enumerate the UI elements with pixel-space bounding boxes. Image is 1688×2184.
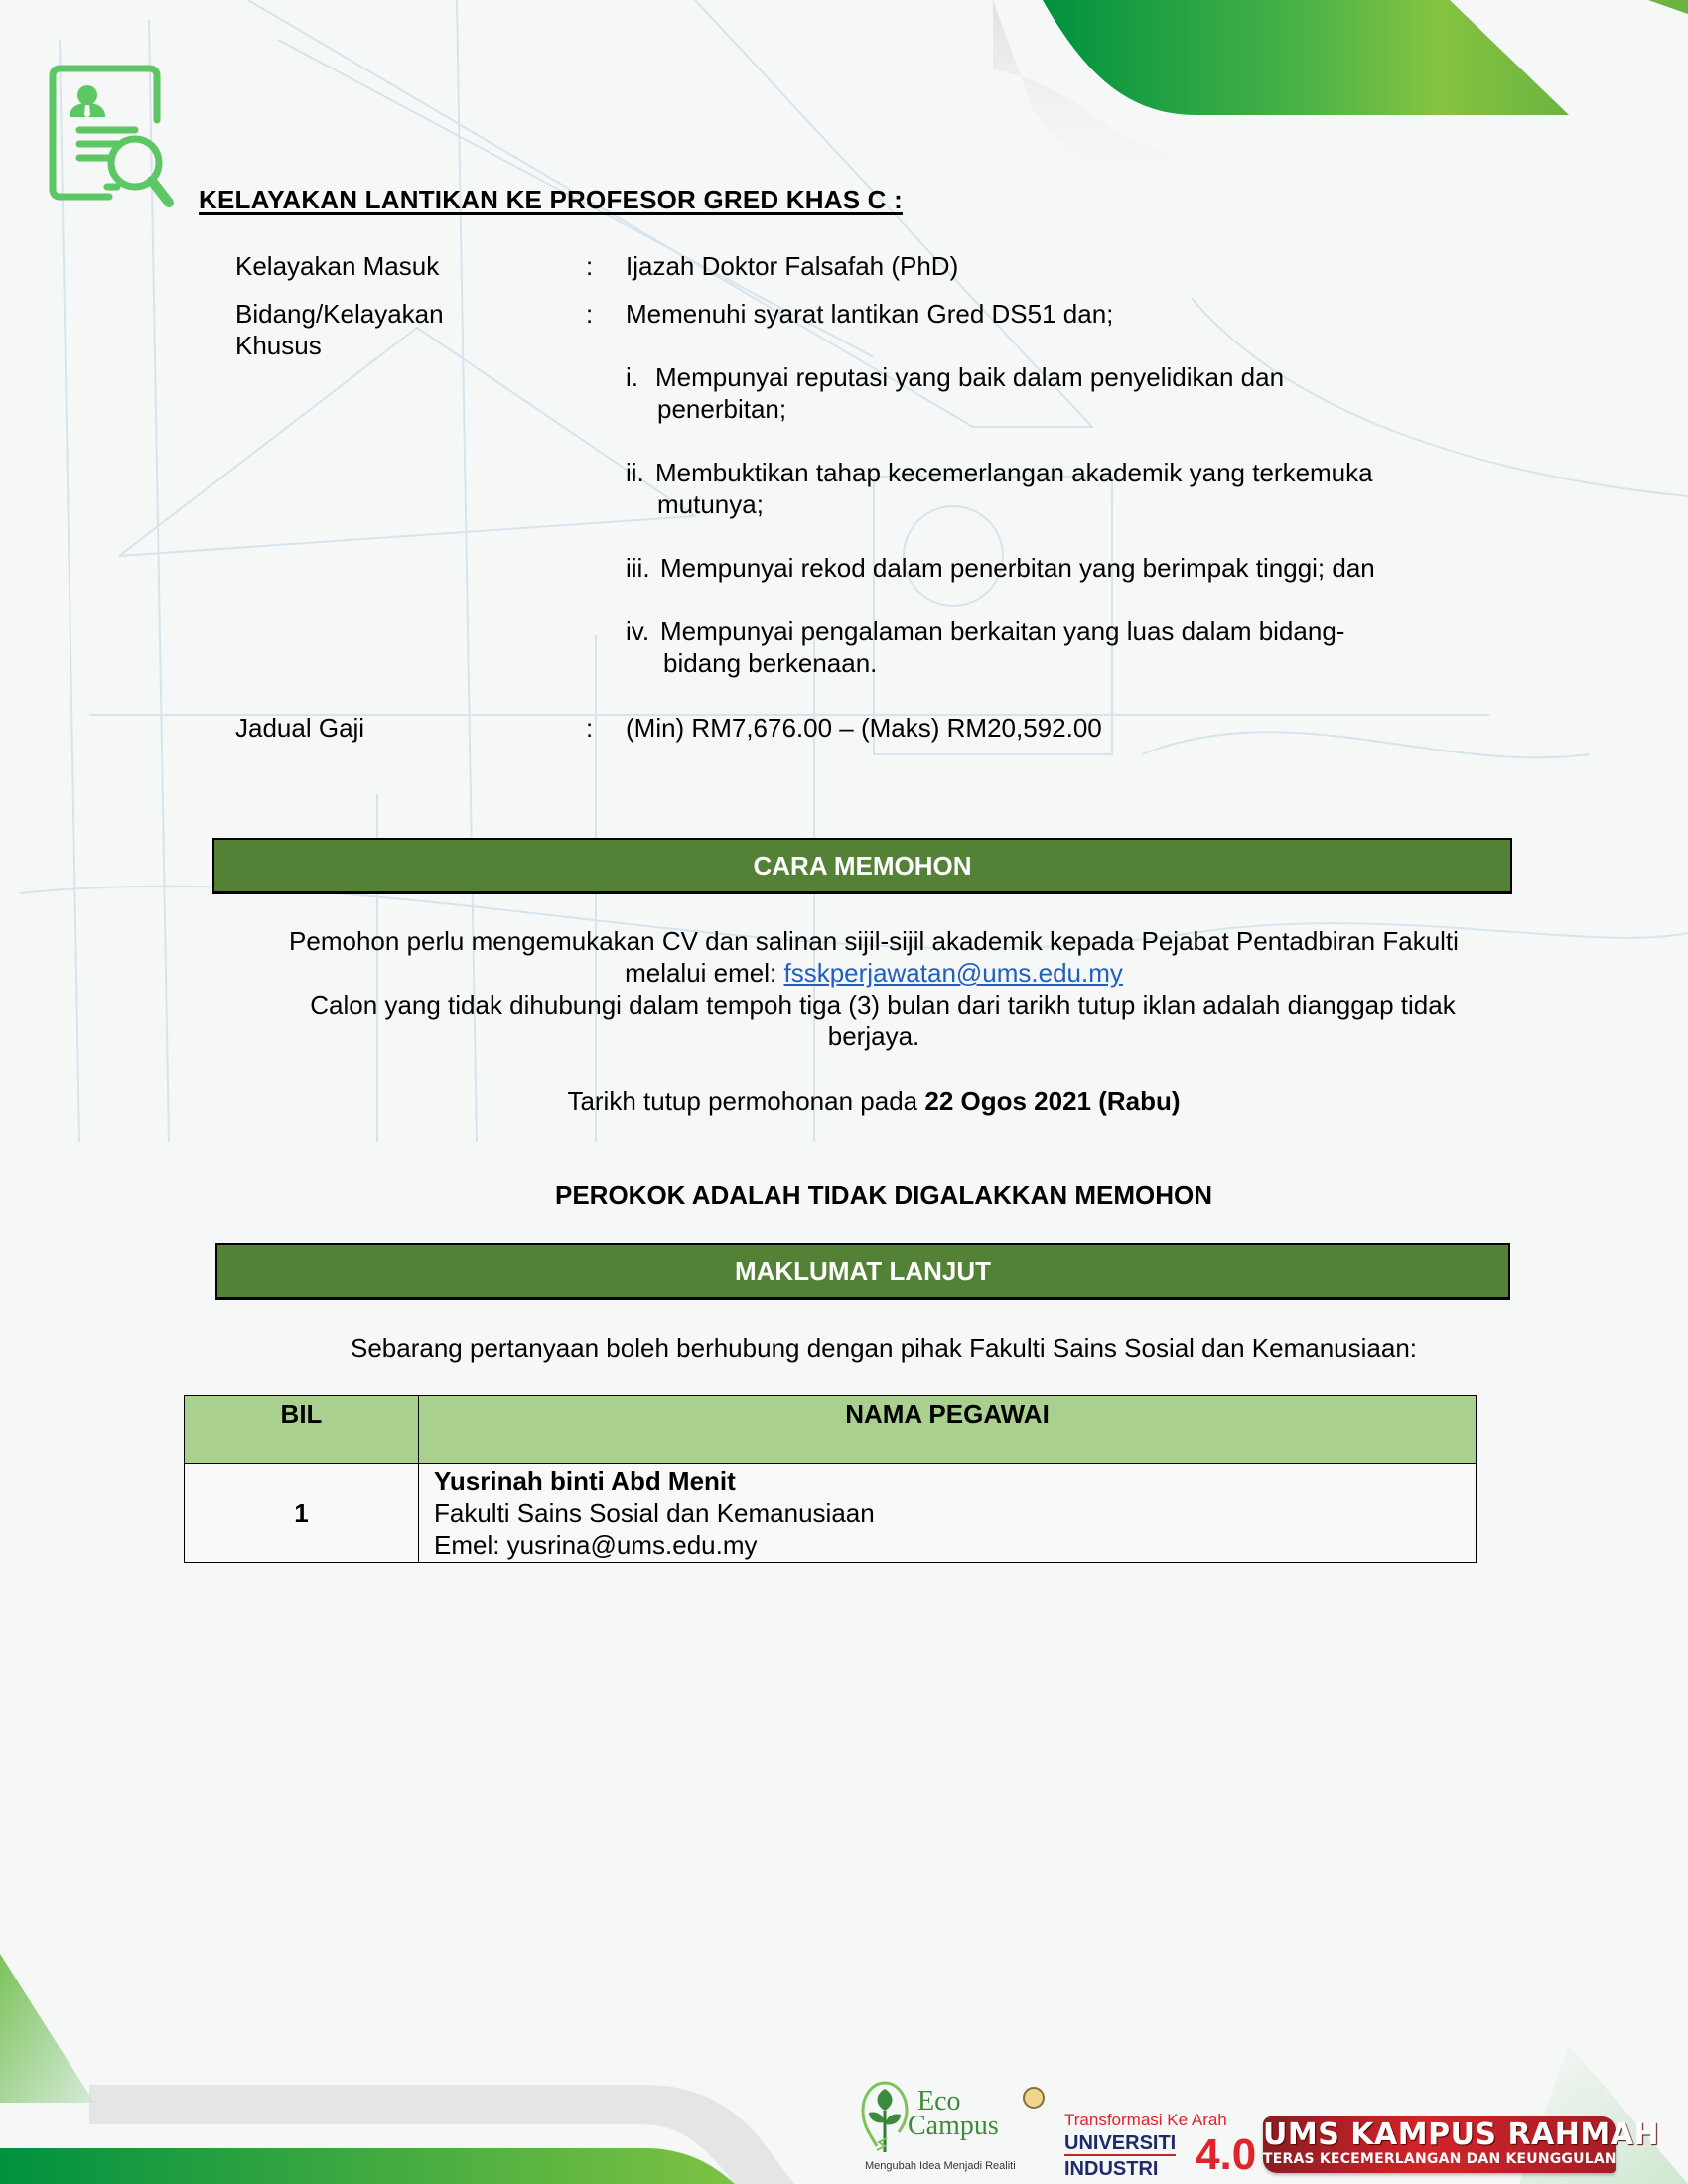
field-label-line2: Khusus <box>235 331 322 360</box>
ui-tagline: Transformasi Ke Arah <box>1064 2111 1227 2129</box>
field-label-line1: Bidang/Kelayakan <box>235 299 444 329</box>
table-row <box>185 1464 1477 1563</box>
rahmah-main-text: UMS KAMPUS RAHMAH <box>1263 2117 1660 2152</box>
criteria-number: ii. <box>626 458 644 487</box>
ui-industri: INDUSTRI <box>1064 2158 1159 2180</box>
more-info-intro: Sebarang pertanyaan boleh berhubung dengan pihak Fakulti Sains Sosial dan Kemanusiaan: <box>351 1333 1417 1363</box>
criteria-text: Mempunyai reputasi yang baik dalam penyelidikan dan <box>655 362 1285 392</box>
criteria-text: Membuktikan tahap kecemerlangan akademik yang terkemuka <box>655 458 1373 487</box>
criteria-number: iii. <box>626 553 650 583</box>
instructions-line-2 <box>149 957 1599 989</box>
campus-text: Campus <box>908 2111 999 2141</box>
table-header-row <box>185 1396 1477 1464</box>
top-right-green-swoosh <box>993 0 1688 248</box>
universiti-industri-logo <box>1064 2111 1257 2182</box>
criteria-text-cont: bidang berkenaan. <box>663 648 878 678</box>
eco-text: Eco <box>917 2086 961 2116</box>
criteria-text: Mempunyai pengalaman berkaitan yang luas dalam bidang- <box>660 616 1345 646</box>
officer-name: Yusrinah binti Abd Menit <box>434 1466 736 1496</box>
criteria-text: Mempunyai rekod dalam penerbitan yang berimpak tinggi; dan <box>660 553 1375 583</box>
eco-campus-wordmark <box>908 2086 999 2141</box>
email-prefix: melalui emel: <box>625 958 784 988</box>
smoker-notice: PEROKOK ADALAH TIDAK DIGALAKKAN MEMOHON <box>554 1180 1212 1210</box>
salary-value: (Min) RM7,676.00 – (Maks) RM20,592.00 <box>626 713 1102 743</box>
bottom-left-green-swoosh <box>0 1946 894 2184</box>
ui-version: 4.0 <box>1196 2130 1257 2179</box>
entry-qualification-label: Kelayakan Masuk <box>235 251 440 281</box>
application-email-link[interactable]: fsskperjawatan@ums.edu.my <box>783 958 1123 988</box>
criteria-row <box>626 457 1519 488</box>
ums-crest-icon <box>1023 2087 1045 2109</box>
criteria-row <box>626 615 1519 647</box>
instructions-line-4: berjaya. <box>827 1022 920 1051</box>
lightbulb-leaf-icon <box>861 2081 909 2156</box>
ui-universiti: UNIVERSITI <box>1064 2132 1177 2154</box>
how-to-apply-heading <box>212 838 1512 894</box>
column-header-bil: BIL <box>185 1396 419 1464</box>
eco-tagline: Mengubah Idea Menjadi Realiti <box>865 2160 1016 2172</box>
criteria-item <box>626 457 1519 520</box>
document-search-icon <box>48 66 177 210</box>
instructions-line-3: Calon yang tidak dihubungi dalam tempoh tiga (3) bulan dari tarikh tutup iklan adalah dianggap tidak <box>310 990 1456 1020</box>
criteria-row <box>626 552 1519 584</box>
criteria-number: i. <box>626 362 638 392</box>
entry-colon: : <box>586 251 594 281</box>
criteria-text-cont: penerbitan; <box>657 394 787 424</box>
officer-faculty: Fakulti Sains Sosial dan Kemanusiaan <box>434 1498 875 1528</box>
rahmah-sub-text: TERAS KECEMERLANGAN DAN KEUNGGULAN <box>1263 2151 1617 2167</box>
row-number: 1 <box>185 1464 419 1563</box>
criteria-item <box>626 615 1519 679</box>
salary-label: Jadual Gaji <box>235 713 365 743</box>
field-qualification-value: Memenuhi syarat lantikan Gred DS51 dan; <box>626 299 1114 329</box>
criteria-item <box>626 552 1519 584</box>
ums-kampus-rahmah-banner <box>1263 2116 1660 2173</box>
closing-date-prefix: Tarikh tutup permohonan pada <box>567 1086 925 1116</box>
criteria-row <box>626 361 1519 393</box>
officer-email: Emel: yusrina@ums.edu.my <box>434 1530 758 1560</box>
page-title: KELAYAKAN LANTIKAN KE PROFESOR GRED KHAS C : <box>199 185 903 214</box>
column-header-officer-name: NAMA PEGAWAI <box>419 1396 1477 1464</box>
entry-qualification-value: Ijazah Doktor Falsafah (PhD) <box>626 251 959 281</box>
closing-date: 22 Ogos 2021 (Rabu) <box>924 1086 1181 1116</box>
more-info-heading-text: MAKLUMAT LANJUT <box>734 1256 992 1286</box>
eco-campus-logo <box>856 2077 1055 2180</box>
closing-date-line <box>179 1085 1569 1117</box>
field-colon: : <box>586 299 594 329</box>
instructions-line-1: Pemohon perlu mengemukakan CV dan salinan sijil-sijil akademik kepada Pejabat Pentadbiran Fakulti <box>289 926 1459 956</box>
field-qualification-label <box>235 298 444 361</box>
criteria-text-cont: mutunya; <box>657 489 764 519</box>
criteria-number: iv. <box>626 616 650 646</box>
how-to-apply-heading-text: CARA MEMOHON <box>753 850 972 881</box>
more-info-heading <box>215 1243 1510 1300</box>
criteria-item <box>626 361 1519 425</box>
application-instructions <box>149 925 1599 1052</box>
officer-info <box>419 1464 1477 1563</box>
officers-table <box>184 1395 1477 1563</box>
salary-colon: : <box>586 713 594 743</box>
